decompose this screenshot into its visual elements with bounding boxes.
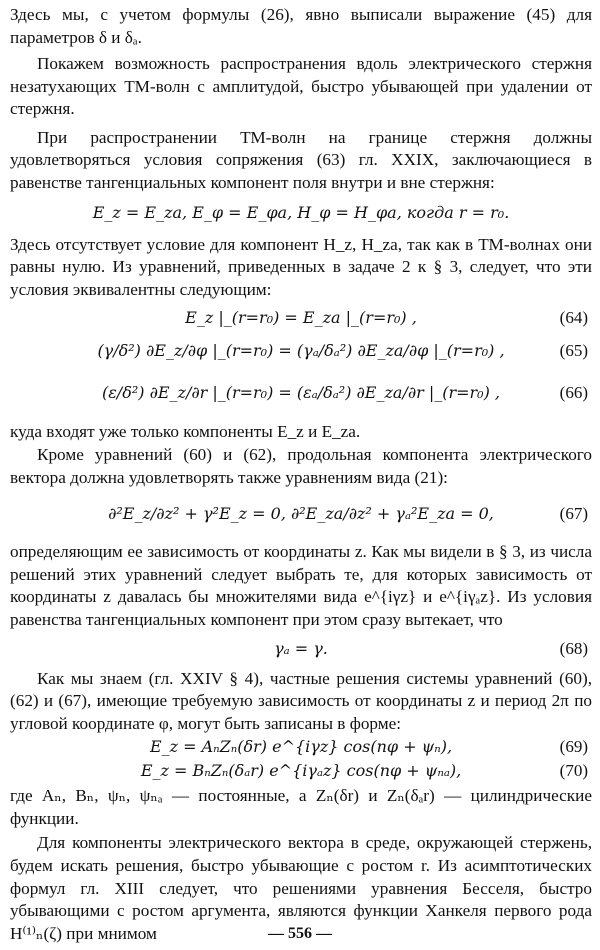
equation-formula: E_z = AₙZₙ(δr) e^{iγz} cos(nφ + ψₙ), — [149, 737, 453, 757]
paragraph-5: куда входят уже только компоненты E_z и E_za. — [10, 422, 361, 442]
equation-67 — [10, 491, 592, 537]
equation-formula: E_z = BₙZₙ(δₐr) e^{iγₐz} cos(nφ + ψₙₐ), — [140, 761, 462, 781]
paragraph-2: Покажем возможность распространения вдоль электрического стержня незатухающих ТМ-волн с амплитудой, быстро убывающей при удалении от стержня. — [10, 54, 592, 119]
equation-formula: ∂²E_z/∂z² + γ²E_z = 0, ∂²E_za/∂z² + γₐ²E_za = 0, — [108, 504, 494, 524]
equation-number: (68) — [559, 638, 588, 658]
paragraph-8: Как мы знаем (гл. XXIV § 4), частные решения системы уравнений (60), (62) и (67), имеющие требуемую зависимость от координаты z и период 2π по угловой координате φ, могут быть записаны в форме: — [10, 668, 592, 733]
paragraph-1: Здесь мы, с учетом формулы (26), явно выписали выражение (45) для параметров δ и δₐ. — [10, 5, 592, 47]
paragraph-7: определяющим ее зависимость от координаты z. Как мы видели в § 3, из числа решений этих уравнений следует выбрать те, для которых зависимость от координаты z давалась бы множителями вида e^{iγz} и e^{iγₐz}. Из условия равенства тангенциальных компонент при этом сразу вытекает, что — [10, 542, 592, 629]
equation-68 — [10, 632, 592, 666]
equation-number: (69) — [559, 737, 588, 757]
equation-70 — [10, 759, 592, 783]
equation-boundary — [10, 200, 592, 228]
equation-number: (67) — [559, 504, 588, 524]
equation-formula: γₐ = γ. — [274, 638, 328, 658]
equation-formula: (γ/δ²) ∂E_z/∂φ |_(r=r₀) = (γₐ/δₐ²) ∂E_za/∂φ |_(r=r₀) , — [97, 341, 505, 361]
equation-formula: E_z |_(r=r₀) = E_za |_(r=r₀) , — [185, 308, 417, 328]
equation-number: (70) — [559, 761, 588, 781]
paragraph-4: Здесь отсутствует условие для компонент H_z, H_za, так как в ТМ-волнах они равны нулю. Из уравнений, приведенных в задаче 2 к § 3, следует, что эти условия эквивалентны следующим: — [10, 234, 592, 299]
equation-64 — [10, 305, 592, 331]
equation-69 — [10, 735, 592, 759]
equation-number: (66) — [559, 383, 588, 403]
paragraph-3: При распространении ТМ-волн на границе стержня должны удовлетворяться условия сопряжения (63) гл. XXIX, заключающиеся в равенстве тангенциальных компонент поля внутри и вне стержня: — [10, 127, 592, 192]
page-number: — 556 — — [268, 925, 332, 942]
paragraph-10: Для компоненты электрического вектора в среде, окружающей стержень, будем искать решения, быстро убывающие с ростом r. Из асимптотических формул гл. XIII следует, что решениями уравнения Бесселя, быстро убывающими с ростом аргумента, являются функции Ханкеля первого рода H⁽¹⁾ₙ(ζ) при мнимом — [10, 833, 592, 943]
page-body — [10, 4, 592, 945]
equation-number: (64) — [559, 308, 588, 328]
equation-number: (65) — [559, 341, 588, 361]
equation-65 — [10, 331, 592, 371]
paragraph-9: где Aₙ, Bₙ, ψₙ, ψₙₐ — постоянные, а Zₙ(δr) и Zₙ(δₐr) — цилиндрические функции. — [10, 786, 592, 828]
equation-formula: (ε/δ²) ∂E_z/∂r |_(r=r₀) = (εₐ/δₐ²) ∂E_za/∂r |_(r=r₀) , — [101, 383, 501, 403]
equation-66 — [10, 371, 592, 415]
paragraph-6: Кроме уравнений (60) и (62), продольная компонента электрического вектора должна удовлетворять также уравнениям вида (21): — [10, 444, 592, 487]
equation-formula: E_z = E_za, E_φ = E_φa, H_φ = H_φa, когда r = r₀. — [92, 202, 510, 222]
